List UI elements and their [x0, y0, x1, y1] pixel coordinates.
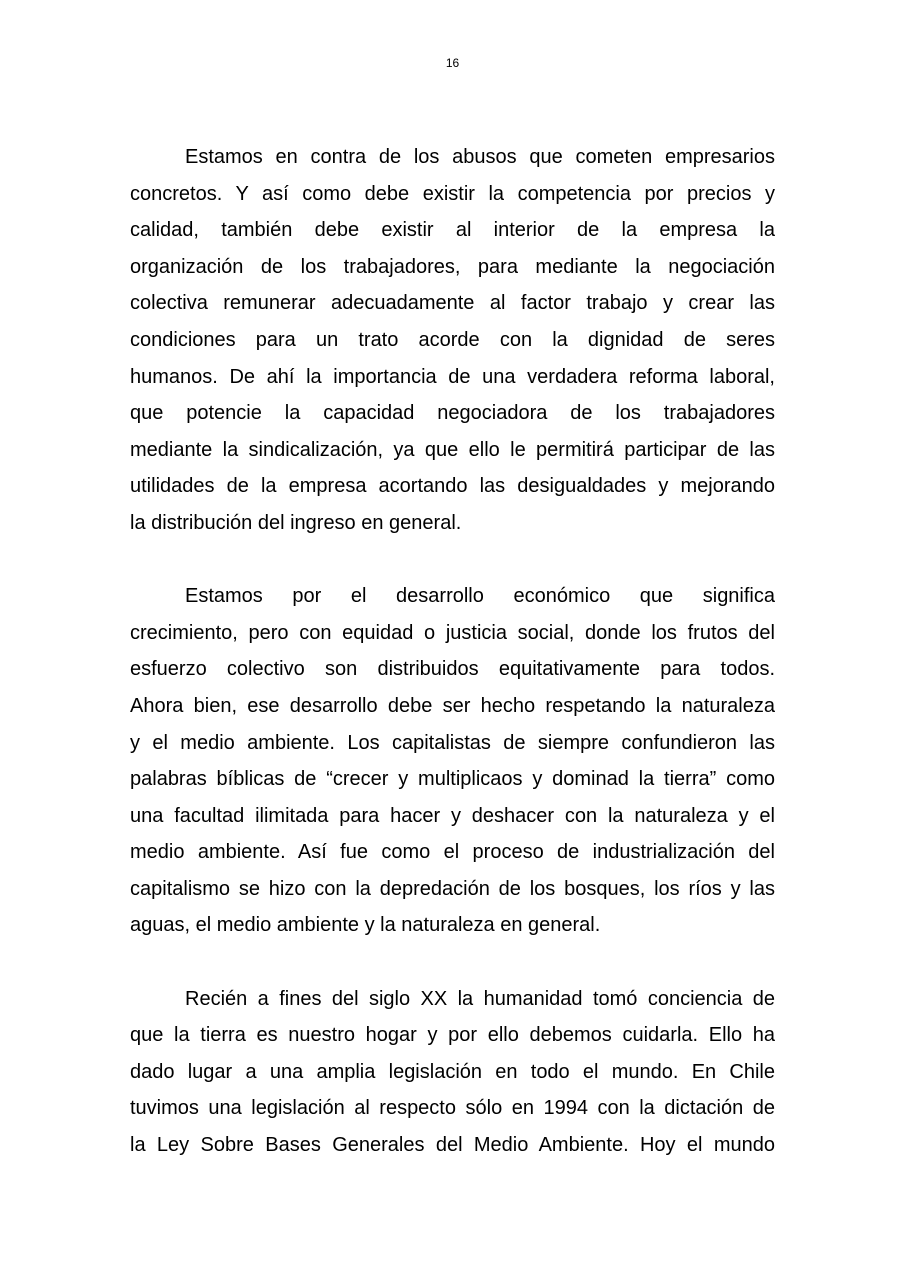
paragraph: [130, 139, 775, 542]
text-line: y el medio ambiente. Los capitalistas de siempre confundieron las: [130, 731, 775, 754]
text-line: Ahora bien, ese desarrollo debe ser hecho respetando la naturaleza: [130, 694, 775, 717]
text-line: medio ambiente. Así fue como el proceso de industrialización del: [130, 841, 775, 864]
text-line: humanos. De ahí la importancia de una verdadera reforma laboral,: [130, 365, 775, 388]
paragraph: [130, 578, 775, 944]
text-line: palabras bíblicas de “crecer y multiplicaos y dominad la tierra” como: [130, 768, 775, 791]
text-line: organización de los trabajadores, para mediante la negociación: [130, 255, 775, 278]
text-line: Estamos en contra de los abusos que cometen empresarios: [185, 146, 775, 168]
body-text: [130, 139, 775, 1200]
text-line: una facultad ilimitada para hacer y deshacer con la naturaleza y el: [130, 804, 775, 827]
text-line: concretos. Y así como debe existir la competencia por precios y: [130, 182, 775, 205]
text-line: la distribución del ingreso en general.: [130, 511, 462, 534]
text-line: esfuerzo colectivo son distribuidos equitativamente para todos.: [130, 658, 775, 681]
text-line: aguas, el medio ambiente y la naturaleza en general.: [130, 914, 601, 937]
text-line: crecimiento, pero con equidad o justicia social, donde los frutos del: [130, 621, 775, 644]
text-line: utilidades de la empresa acortando las desigualdades y mejorando: [130, 475, 775, 498]
text-line: Recién a fines del siglo XX la humanidad tomó conciencia de: [185, 987, 775, 1010]
text-line: que la tierra es nuestro hogar y por ello debemos cuidarla. Ello ha: [130, 1024, 775, 1047]
text-line: Estamos por el desarrollo económico que significa: [185, 585, 775, 608]
text-line: dado lugar a una amplia legislación en todo el mundo. En Chile: [130, 1060, 775, 1083]
page-number: 16: [445, 56, 460, 70]
text-line: capitalismo se hizo con la depredación de los bosques, los ríos y las: [130, 877, 775, 900]
text-line: tuvimos una legislación al respecto sólo en 1994 con la dictación de: [130, 1097, 775, 1120]
paragraph: [130, 981, 775, 1164]
text-line: condiciones para un trato acorde con la dignidad de seres: [130, 328, 775, 351]
text-line: colectiva remunerar adecuadamente al factor trabajo y crear las: [130, 292, 775, 315]
text-line: que potencie la capacidad negociadora de los trabajadores: [130, 402, 775, 425]
text-line: la Ley Sobre Bases Generales del Medio Ambiente. Hoy el mundo: [130, 1134, 775, 1157]
text-line: calidad, también debe existir al interior de la empresa la: [130, 219, 775, 242]
text-line: mediante la sindicalización, ya que ello le permitirá participar de las: [130, 438, 775, 461]
